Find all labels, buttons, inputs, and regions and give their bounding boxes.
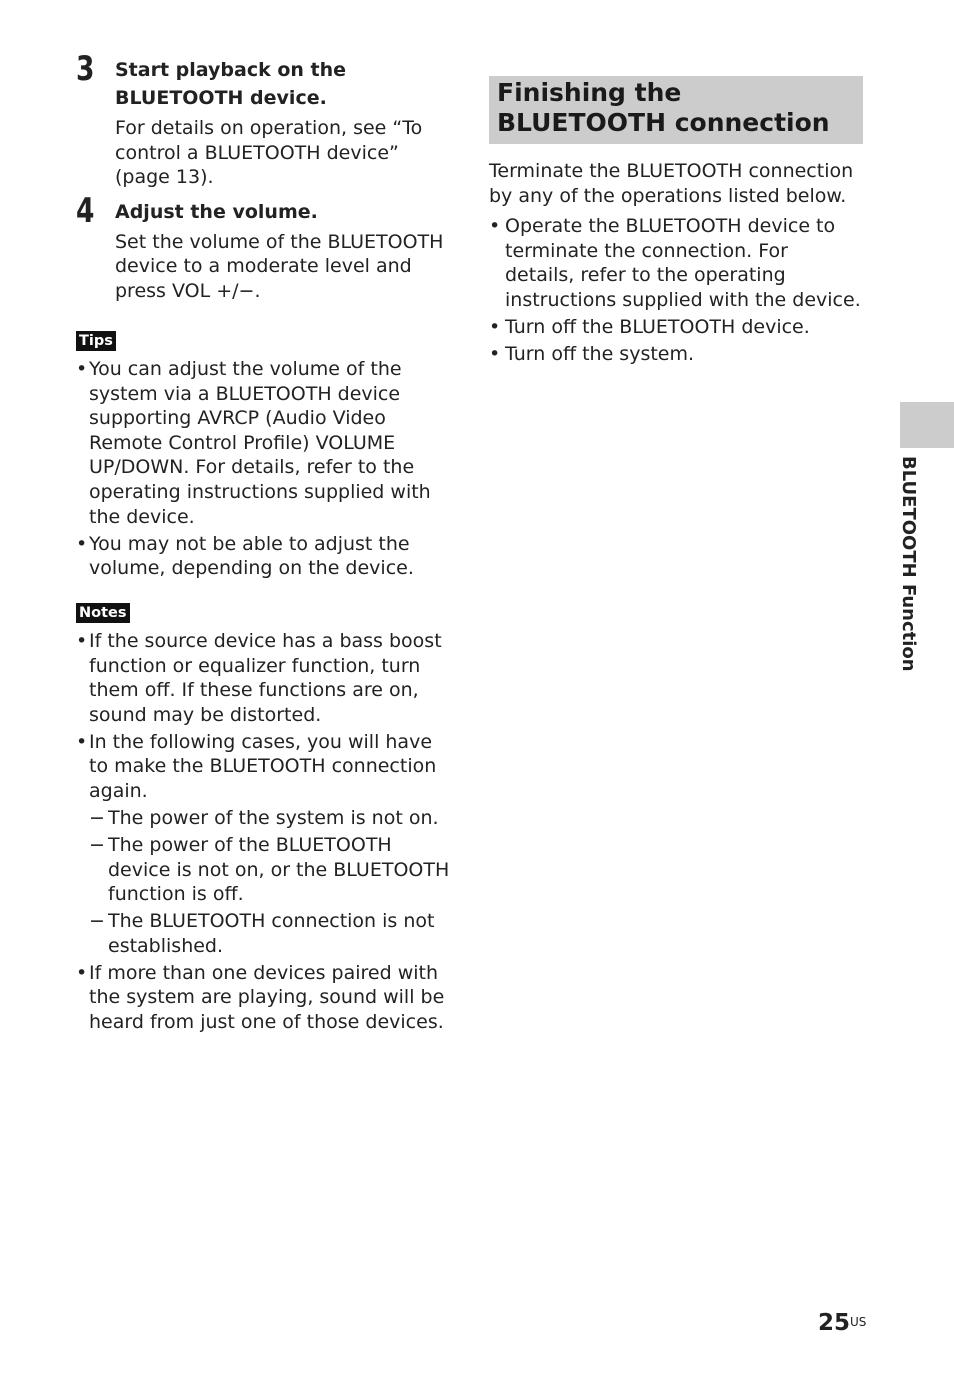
tips-list <box>76 357 456 581</box>
list-item <box>76 961 456 1035</box>
tips-label: Tips <box>76 331 116 351</box>
list-item <box>76 532 456 581</box>
bullet-icon: • <box>76 730 88 753</box>
left-column <box>76 49 456 1037</box>
subnote-text: The power of the system is not on. <box>108 807 439 830</box>
bullet-icon: • <box>76 358 88 380</box>
step-number: 3 <box>76 49 95 89</box>
dash-icon: − <box>89 807 105 830</box>
note-text: If the source device has a bass boost function or equalizer function, turn them off. If these functions are on, sound may be distorted. <box>89 630 442 726</box>
finishing-text: Operate the BLUETOOTH device to terminate the connection. For details, refer to the operating instructions supplied with the device. <box>505 215 861 311</box>
finishing-text: Turn off the system. <box>505 342 695 365</box>
subnote-text: The power of the BLUETOOTH device is not on, or the BLUETOOTH function is off. <box>108 834 450 906</box>
list-item <box>76 357 456 529</box>
note-text: If more than one devices paired with the system are playing, sound will be heard from just one of those devices. <box>89 961 445 1033</box>
list-item <box>76 629 456 727</box>
list-item <box>89 806 456 831</box>
finishing-list <box>489 214 863 366</box>
bullet-icon: • <box>76 630 88 653</box>
section-intro: Terminate the BLUETOOTH connection by any of the operations listed below. <box>489 160 854 207</box>
step-body: Set the volume of the BLUETOOTH device to a moderate level and press VOL +/−. <box>115 230 444 302</box>
page-number-value: 25 <box>818 1310 851 1336</box>
dash-icon: − <box>89 910 105 933</box>
note-text: In the following cases, you will have to make the BLUETOOTH connection again. <box>89 730 437 803</box>
step-title: Adjust the volume. <box>115 200 318 223</box>
notes-sublist <box>89 806 456 958</box>
bullet-icon: • <box>76 961 88 984</box>
list-item <box>76 730 456 959</box>
step-body: For details on operation, see “To control a BLUETOOTH device” (page 13). <box>115 117 423 188</box>
list-item <box>489 214 863 312</box>
step-title: Start playback on the BLUETOOTH device. <box>115 59 347 109</box>
notes-list <box>76 629 456 1034</box>
step-number: 4 <box>76 190 95 231</box>
dash-icon: − <box>89 834 105 857</box>
side-label: BLUETOOTH Function <box>898 456 919 672</box>
list-item <box>89 909 456 958</box>
step-3 <box>76 49 456 190</box>
page-number-suffix: US <box>850 1315 867 1329</box>
right-column <box>489 76 863 369</box>
bullet-icon: • <box>489 215 501 238</box>
section-heading: Finishing the BLUETOOTH connection <box>489 76 863 144</box>
bullet-icon: • <box>76 532 88 555</box>
tip-text: You may not be able to adjust the volume, depending on the device. <box>89 532 414 580</box>
list-item <box>89 833 456 907</box>
step-4 <box>76 190 456 304</box>
bullet-icon: • <box>489 315 501 338</box>
list-item <box>489 342 863 367</box>
subnote-text: The BLUETOOTH connection is not established. <box>108 910 435 957</box>
list-item <box>489 315 863 340</box>
notes-label: Notes <box>76 603 130 623</box>
tip-text: You can adjust the volume of the system via a BLUETOOTH device supporting AVRCP (Audio Video Remote Control Profile) VOLUME UP/DOWN. For details, refer to the operating instructions supplied with the device. <box>89 358 431 528</box>
bullet-icon: • <box>489 342 501 365</box>
finishing-text: Turn off the BLUETOOTH device. <box>505 315 810 338</box>
side-tab <box>900 402 954 448</box>
page-number <box>818 1308 866 1338</box>
